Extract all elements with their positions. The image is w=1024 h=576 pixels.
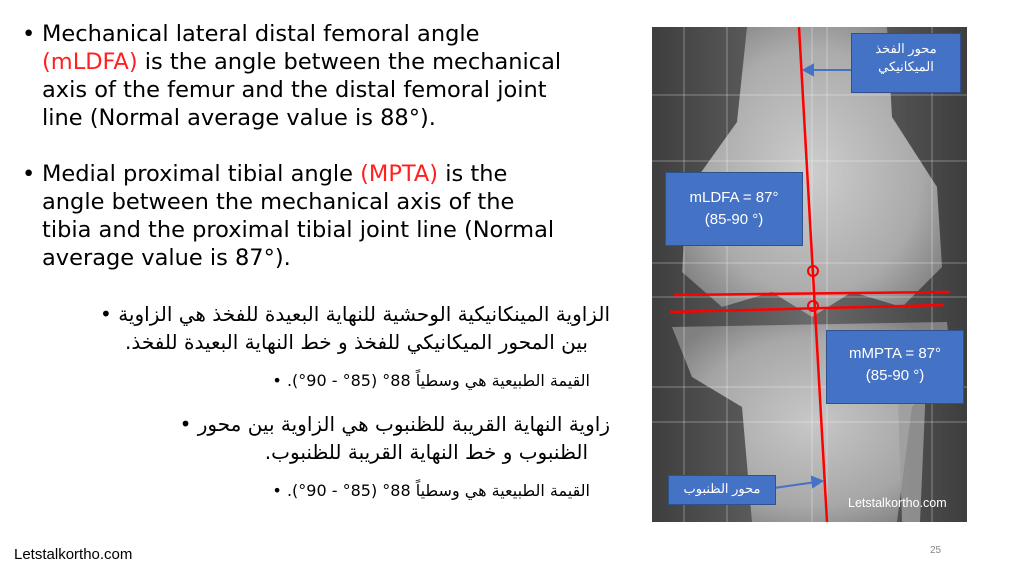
bullet-dot: • — [22, 161, 36, 187]
xray-watermark: Letstalkortho.com — [848, 496, 947, 510]
ar-b1-sub: القيمة الطبيعية هي وسطياً 88° (85° - 90°). — [286, 371, 590, 390]
ar-b2-line2: الظنبوب و خط النهاية القريبة للظنبوب. — [264, 440, 588, 464]
mpta-line2: angle between the mechanical axis of the — [42, 189, 515, 215]
bullet-dot: • — [272, 481, 287, 500]
footer-site: Letstalkortho.com — [14, 546, 133, 563]
arabic-sub-mpta — [150, 480, 590, 502]
mpta-label-box — [826, 330, 964, 404]
knee-xray-image — [652, 27, 967, 522]
mpta-range: (85-90 °) — [865, 367, 925, 384]
mldfa-abbr: (mLDFA) — [42, 49, 138, 75]
mldfa-line4: line (Normal average value is 88°). — [42, 105, 436, 131]
mpta-line1-pre: Medial proximal tibial angle — [42, 161, 361, 187]
tibia-axis-label — [668, 475, 776, 505]
mpta-abbr: (MPTA) — [360, 161, 439, 187]
arabic-bullet-mldfa — [10, 300, 610, 356]
femur-axis-label — [851, 33, 961, 93]
bullet-dot: • — [100, 302, 119, 326]
bullet-mldfa — [22, 20, 622, 132]
femur-axis-label-line2: الميكانيكي — [878, 59, 934, 74]
mldfa-range: (85-90 °) — [704, 211, 764, 228]
mpta-line3: tibia and the proximal tibial joint line (Normal — [42, 217, 555, 243]
bullet-dot: • — [272, 371, 287, 390]
ar-b2-line1: زاوية النهاية القريبة للظنبوب هي الزاوية بين محور — [197, 412, 610, 436]
arabic-bullet-mpta — [90, 410, 610, 466]
mldfa-label-box — [665, 172, 803, 246]
bullet-mpta — [22, 160, 622, 272]
mldfa-value: mLDFA = 87° — [689, 189, 779, 206]
ar-b1-line2: بين المحور الميكانيكي للفخذ و خط النهاية البعيدة للفخذ. — [125, 330, 588, 354]
mpta-line1-post: is the — [438, 161, 508, 187]
mldfa-line3: axis of the femur and the distal femoral joint — [42, 77, 547, 103]
bullet-dot: • — [22, 21, 36, 47]
ar-b1-line1: الزاوية المينكانيكية الوحشية للنهاية البعيدة للفخذ هي الزاوية — [118, 302, 610, 326]
ar-b2-sub: القيمة الطبيعية هي وسطياً 88° (85° - 90°). — [286, 481, 590, 500]
knee-xray-figure — [652, 27, 967, 522]
femur-axis-label-line1: محور الفخذ — [875, 41, 937, 56]
tibia-axis-label-text: محور الظنبوب — [683, 481, 761, 496]
mpta-line4: average value is 87°). — [42, 245, 291, 271]
mpta-value: mMPTA = 87° — [849, 345, 941, 362]
mldfa-line2: is the angle between the mechanical — [137, 49, 562, 75]
page-number: 25 — [930, 545, 942, 556]
mldfa-line1: Mechanical lateral distal femoral angle — [42, 21, 480, 47]
arabic-sub-mldfa — [150, 370, 590, 392]
bullet-dot: • — [179, 412, 198, 436]
